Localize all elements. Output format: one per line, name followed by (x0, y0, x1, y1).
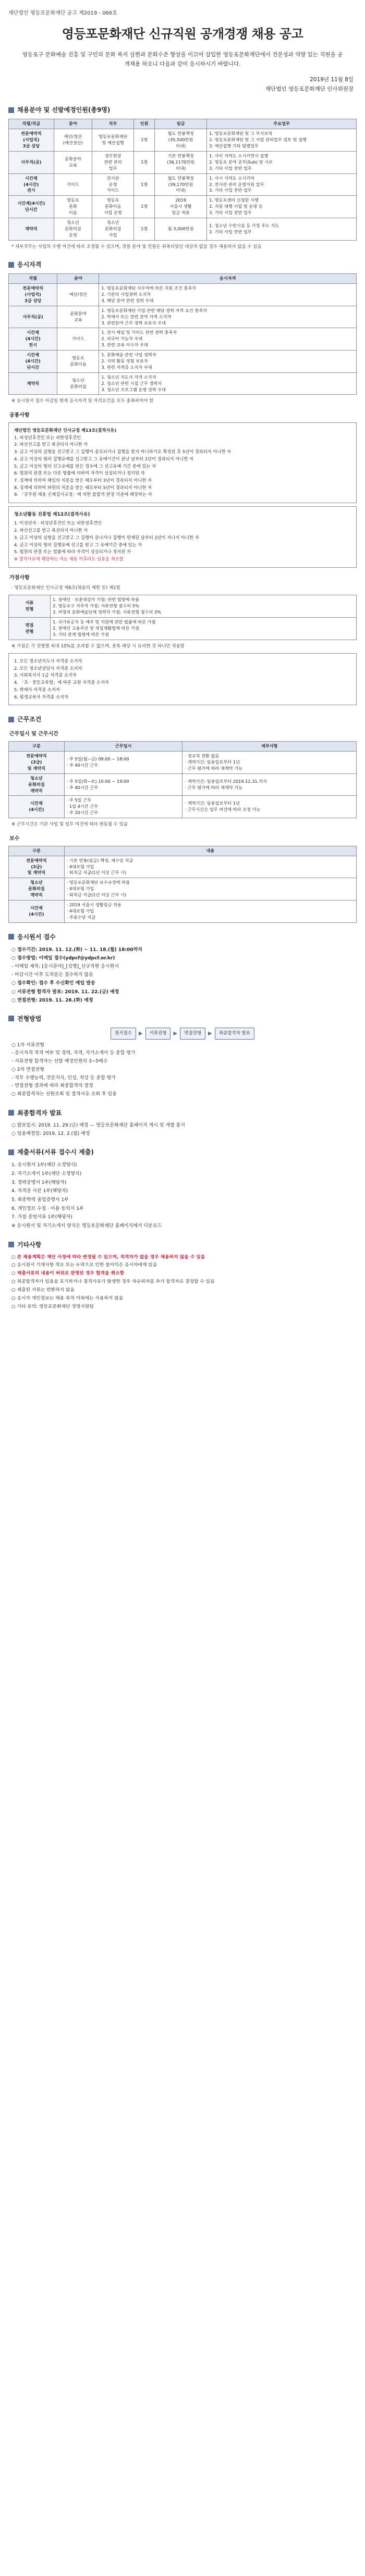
square-bullet-icon (8, 1242, 14, 1247)
table-cell: 시간제 (4시간) 전시 (9, 173, 54, 196)
merit-note: ※ 가점은 각 전형별 최대 10%를 초과할 수 없으며, 중복 해당 시 유리한 것 하나만 적용함 (11, 643, 185, 649)
table-cell: 계약직 (9, 372, 57, 395)
table-cell: 1. 영등포센터 신청한 사행 2. 지원 대행 사업 및 운영 등 3. 기타 사업 전반 업무 (207, 196, 357, 218)
section-title: 채용분야 및 선발예정인원(총9명) (17, 106, 111, 114)
list-item: 4. 「초 · 중등교육법」에 따른 교원 자격증 소지자 (14, 680, 109, 685)
table-row (9, 306, 357, 328)
list-item: - 서류전형 합격자는 선발 예정인원의 3~5배수 (11, 1059, 108, 1065)
table-cell: 전문예약직 (사업직) 3급 상당 (9, 129, 54, 152)
table-cell: 1명 (134, 173, 155, 196)
list-item: - 면접전형 결과에 따라 최종합격자 결정 (11, 1083, 93, 1089)
table-cell: 1. 전시 해설 및 가이드 관련 경력 충족자 2. 외국어 가능자 우대 3. 관련 교육 이수자 우대 (99, 328, 357, 351)
section-title: 최종합격자 발표 (17, 1109, 62, 1117)
table-cell: 청소년 문화의집 (57, 372, 99, 395)
merit-heading: 가점사항 (9, 574, 30, 581)
square-bullet-icon (8, 717, 14, 722)
section-conditions-heading (8, 715, 357, 724)
table-cell: 2019 서울시 생활 임금 적용 (155, 196, 207, 218)
col-header: 임금 (155, 119, 207, 129)
col-header: 분야 (57, 274, 99, 284)
table-row (9, 129, 357, 152)
list-item: ○ 응시원서 기재사항 착오 또는 누락으로 인한 불이익은 응시자에게 있음 (11, 1262, 157, 1268)
table-row (9, 900, 357, 922)
col-header: 응시자격 (99, 274, 357, 284)
box-note: ※ 결격사유에 해당하는 자는 채용 이후라도 임용을 취소함 (14, 556, 124, 561)
list-item: 6. 법원의 판결 또는 다른 법률에 의하여 자격이 상실되거나 정지된 자 (14, 470, 145, 476)
col-header: 근무일시 (64, 742, 182, 752)
list-item: 2. 파산선고를 받고 복권되지 아니한 자 (14, 442, 88, 447)
list-item: 재단법인 영등포문화재단 인사규정 제13조(결격사유) (14, 428, 117, 433)
section-eligibility-heading (8, 260, 357, 269)
table-cell: 면접 전형 (9, 617, 51, 640)
issue-date: 2019년 11월 8일 (310, 76, 354, 83)
table-cell: · 영등포문화재단 보수규정에 따름 · 4대보험 가입 · 퇴직금 지급(1년 이상 근무 시) (64, 878, 356, 901)
list-item: 1. 모든 청소년지도사 자격증 소지자 (14, 658, 82, 664)
table-cell: 청소년 문화의집 사업 (92, 218, 134, 240)
work-hours-heading: 근무일시 및 근무시간 (9, 731, 58, 737)
list-item: 9. 「공무원 채용 신체검사규정」에 의한 불합격 판정 기준에 해당하는 자 (14, 492, 152, 497)
table-cell: 1. 사이 지역도 소시키면서 집행 2. 영등포 분야 증부(Sub) 및 시보 3. 기타 사업 전반 업무 (207, 151, 357, 173)
arrow-right-icon: ▶ (208, 1030, 212, 1036)
table-cell: 예산/정산 (예산정산) (54, 129, 92, 152)
square-bullet-icon (8, 1016, 14, 1021)
table-cell: 1. 사시 지역도 소시키며 2. 전시관 관리 운영지원 업무 3. 기타 사업 전반 업무 (207, 173, 357, 196)
table-row (9, 173, 357, 196)
list-item: 3. 사회복지사 1급 자격증 소지자 (14, 672, 77, 678)
flow-step: 원서접수 (111, 1028, 136, 1040)
table-row (9, 196, 357, 218)
flow-step: 최종합격자 발표 (215, 1028, 254, 1040)
table-row (9, 328, 357, 351)
work-hours-note: ※ 근무시간은 기관 사업 및 업무 여건에 따라 변동될 수 있음 (11, 822, 128, 828)
table-cell: 기본 연봉책정 (36,1170만원 이내) (155, 151, 207, 173)
square-bullet-icon (8, 934, 14, 940)
square-bullet-icon (8, 1110, 14, 1116)
list-item: 3. 금고 이상의 실형을 선고받고 그 집행이 종료되거나 집행을 받지 아니하기로 확정된 후 5년이 경과되지 아니한 자 (14, 449, 232, 455)
table-cell: · 2019 서울시 생활임금 적용 · 4대보험 가입 · 주휴수당 지급 (64, 900, 356, 922)
list-item: 4. 금고 이상의 형의 집행유예 선고를 받고 그 유예기간 중에 있는 자 (14, 542, 142, 547)
final-details (8, 1122, 357, 1139)
table-cell: 시간제 (4시간) (9, 900, 65, 922)
list-item: ○ 2차 면접전형 (11, 1067, 44, 1072)
list-item: ○ 제출된 서류는 반환하지 않음 (11, 1287, 75, 1293)
table-cell: 영등포 문화이음 (57, 351, 99, 373)
section-title: 응시원서 접수 (17, 933, 56, 941)
flow-step: 면접전형 (180, 1028, 205, 1040)
table-row (9, 878, 357, 901)
table-cell: 전문예약직 (사업직) 3급 상당 (9, 284, 57, 306)
list-item: ○ 접수기간: 2019. 11. 12.(화) ~ 11. 18.(월) 18:00까지 (11, 947, 142, 953)
table-cell: 월 3,000만원 (155, 218, 207, 240)
table-cell: 시간제 (4시간) 전시 (9, 328, 57, 351)
etc-list (8, 1254, 357, 1311)
positions-note: * 세부직무는 사업의 수행 여건에 따라 조정될 수 있으며, 정원 분야 및 인원은 위촉되었던 대상자 없을 경우 채용하지 않을 수 있음 (11, 244, 262, 249)
list-item: ○ 서류전형 합격자 발표: 2019. 11. 22.(금) 예정 (11, 989, 119, 995)
square-bullet-icon (8, 1149, 14, 1155)
table-header-row (9, 742, 357, 752)
list-item: ○ 임용예정일: 2019. 12. 2.(월) 예정 (11, 1131, 90, 1136)
section-title: 근무조건 (17, 716, 42, 723)
section-title: 응시자격 (17, 261, 42, 269)
section-application-heading (8, 932, 357, 942)
selection-details (8, 1042, 357, 1099)
table-cell: 문화분야 교육 (57, 306, 99, 328)
list-item: 5. 최종학력 졸업증명서 1부 (11, 1197, 69, 1203)
list-item: 8. 징계에 의하여 파면의 처분을 받은 때로부터 5년이 경과되지 아니한 자 (14, 484, 152, 490)
table-cell: 1명 (134, 151, 155, 173)
merit-list-box (8, 653, 357, 705)
table-cell: 사무직(공) (9, 306, 57, 328)
merit-table (8, 595, 357, 640)
list-item: 2. 모든 청소년상담사 자격증 소지자 (14, 665, 82, 671)
table-cell: · 계약기간: 임용일로부터 2019.12.31.까지 · 근무 평가에 따라 재계약 가능 (182, 773, 357, 796)
table-cell: 시간제 (4시간) 단시간 (9, 351, 57, 373)
list-item: ○ 1차 서류전형 (11, 1042, 44, 1048)
list-item: 3. 금고 이상의 실형을 선고받고 그 집행이 끝나거나 집행이 면제된 날부터 2년이 지나지 아니한 자 (14, 534, 199, 540)
table-row (9, 351, 357, 373)
table-cell: 시간제(4시간) 단시간 (9, 196, 54, 218)
table-cell: 전문예약직 (3급) 및 계약직 (9, 752, 65, 774)
list-item: 1. 피성년후견인 또는 피한정후견인 (14, 434, 81, 440)
list-item: 1. 응시원서 1부(재단 소정양식) (11, 1162, 77, 1168)
table-cell: 청소년 문화의집 운영 (54, 218, 92, 240)
table-row (9, 595, 357, 618)
eligibility-table-body (9, 284, 357, 395)
section-etc-heading (8, 1240, 357, 1249)
document-number: 재단법인 영등포문화재단 공고 제2019 - 066호 (8, 10, 117, 16)
table-cell: · 주 5일(월~금) 09:00 ~ 18:00 · 주 40시간 근무 (64, 752, 182, 774)
eligibility-table (8, 273, 357, 395)
table-cell: 1. 영등포문화재단 및 그 부서보직 2. 영등포문화재단 및 그 사업 관리업무 검토 및 집행 3. 예산집행 기타 팀별업무 (207, 129, 357, 152)
table-row (9, 372, 357, 395)
list-item: ○ 발표일시: 2019. 11. 29.(금) 예정 — 영등포문화재단 홈페이지 게시 및 개별 통지 (11, 1122, 185, 1128)
work-hours-table (8, 741, 357, 818)
list-item: ○ 면접전형: 2019. 11. 26.(화) 예정 (11, 997, 93, 1003)
col-header: 주요업무 (207, 119, 357, 129)
list-item: 5. 학예사 자격증 소지자 (14, 686, 60, 692)
table-cell: 1. 장애인 · 보훈대상자 가점: 관련 법령에 따름 2. 영등포구 거주자 가점: 서류전형 점수의 5% 3. 비영리 문화예술단체 경력자 가점: 서류전형 점수의 3% (51, 595, 357, 618)
intro-text: 영등포구 문화예술 진흥 및 구민의 문화 복지 실현과 문화수준 향상을 이끄어 삽입한 영등포문화재단에서 전문성과 역량 있는 직원을 공개채용 하오니 다음과 같이 응시하시기 바랍니다. (22, 52, 343, 67)
list-item: 4. 금고 이상의 형의 집행유예를 선고받고 그 유예기간이 끝난 날부터 2년이 경과되지 아니한 자 (14, 456, 194, 461)
table-cell: 1. 영등포문화재단 사무처에 따른 지원 조건 충족자 2. 기관의 사업경력 소지자 3. 해당 분야 관련 경력 우대 (99, 284, 357, 306)
disqualification-box (8, 422, 357, 503)
list-item: - 이메일 제목: [응시분야]_[성명]_신규직원 응시원서 (11, 964, 119, 969)
section-documents-heading (8, 1147, 357, 1157)
list-item: 7. 가점 증빙서류 1부(해당자) (11, 1215, 72, 1220)
table-row (9, 856, 357, 878)
table-cell: 전문예약직 (3급) 및 계약직 (9, 856, 65, 878)
table-cell: 예산/정산 (57, 284, 99, 306)
documents-list (8, 1161, 357, 1230)
positions-table (8, 119, 357, 240)
list-item: ○ 응시자 개인정보는 채용 목적 이외에는 사용하지 않음 (11, 1295, 124, 1301)
table-cell: 1. 청소년 수련시설 등 가정 주도 지도 2. 기타 사업 전반 업무 (207, 218, 357, 240)
table-cell: 전시관 운영 가이드 (92, 173, 134, 196)
table-cell: 1명 (134, 218, 155, 240)
list-item: ○ 접수방법: 이메일 접수(ydpcf@ydpcf.or.kr) (11, 955, 115, 961)
youth-act-box (8, 506, 357, 568)
table-cell: 서류 전형 (9, 595, 51, 618)
table-row (9, 752, 357, 774)
list-item: 1. 미성년자 · 피성년후견인 또는 피한정후견인 (14, 520, 102, 526)
pay-table (8, 846, 357, 923)
list-item: 6. 평생교육사 자격증 소지자 (14, 694, 68, 699)
table-header-row (9, 119, 357, 129)
pay-table-body (9, 856, 357, 922)
list-item: 6. 개인정보 수집 · 이용 동의서 1부 (11, 1206, 84, 1211)
col-header: 직무 (92, 119, 134, 129)
list-item: ○ 본 채용계획은 재단 사정에 따라 변경될 수 있으며, 적격자가 없을 경우 채용하지 않을 수 있음 (11, 1254, 205, 1260)
arrow-right-icon: ▶ (138, 1030, 143, 1036)
section-title: 전형방법 (17, 1015, 42, 1022)
list-item: 3. 경력증명서 1부(해당자) (11, 1180, 67, 1185)
table-cell: 청소년 문화의집 계약직 (9, 878, 65, 901)
selection-flow (8, 1028, 357, 1040)
list-item: - 응시자격 적격 여부 및 경력, 자격, 자기소개서 등 종합 평가 (11, 1051, 136, 1056)
col-header: 내용 (64, 846, 356, 856)
list-item: ○ 제출서류의 내용이 허위로 판명된 경우 합격을 취소함 (11, 1271, 125, 1277)
col-header: 세부사항 (182, 742, 357, 752)
issue-info (8, 76, 357, 94)
work-hours-table-body (9, 752, 357, 818)
col-header: 구분 (9, 846, 65, 856)
table-cell: 정무현장 관련 관리 업무 (92, 151, 134, 173)
col-header: 구분 (9, 742, 65, 752)
list-item: 5. 법원의 판결 또는 법률에 따라 자격이 상실되거나 정지된 자 (14, 549, 131, 555)
list-item: 5. 금고 이상의 형의 선고유예를 받은 경우에 그 선고유예 기간 중에 있는 자 (14, 463, 156, 469)
list-item: ○ 최종합격자는 신원조회 및 결격사유 조회 후 임용 (11, 1092, 117, 1097)
list-item: 2. 자기소개서 1부(재단 소정양식) (11, 1171, 82, 1177)
pay-heading: 보수 (9, 835, 20, 842)
arrow-right-icon: ▶ (173, 1030, 178, 1036)
table-row (9, 284, 357, 306)
table-cell: 월도 연봉책정 (39,170만원 이내) (155, 173, 207, 196)
square-bullet-icon (8, 262, 14, 268)
flow-step: 서류전형 (145, 1028, 171, 1040)
application-details (11, 946, 357, 1005)
table-cell: 영등포문화재단 및 예산집행 (92, 129, 134, 152)
table-cell: 1. 문화예술 관련 사업 경력자 2. 지역 활동 경험 보유자 3. 관련 자격증 소지자 우대 (99, 351, 357, 373)
page-title: 영등포문화재단 신규직원 공개경쟁 채용 공고 (62, 27, 303, 41)
table-cell: 청소년 문화의집 계약직 (9, 773, 65, 796)
merit-table-body (9, 595, 357, 640)
section-positions-heading (8, 105, 357, 115)
list-item: ○ 기타 문의: 영등포문화재단 경영지원팀 (11, 1304, 94, 1309)
table-cell: · 주 5일 근무 · 1일 4시간 근무 · 주 20시간 근무 (64, 796, 182, 818)
table-row (9, 796, 357, 818)
list-item: 7. 징계에 의하여 해임의 처분을 받은 때로부터 3년이 경과되지 아니한 자 (14, 477, 152, 483)
table-cell: 1. 영등포문화재단 사업 관련 해당 경력 자격 요건 충족자 2. 학예사 또는 관련 분야 자격 소지자 3. 관련분야 근무 경력 보유자 우대 (99, 306, 357, 328)
list-item: - 마감시간 이후 도착분은 접수하지 않음 (11, 972, 93, 978)
issuer: 재단법인 영등포문화재단 인사위원장 (265, 85, 354, 92)
merit-head: · 영등포문화재단 인사규정 제6조(채용의 제한 등) 제1항 (11, 585, 120, 591)
square-bullet-icon (8, 107, 14, 113)
table-cell: · 정규직 전환 없음 · 계약기간: 임용일로부터 1년 · 근무 평가에 따라 재계약 가능 (182, 752, 357, 774)
table-row (9, 151, 357, 173)
table-row (9, 218, 357, 240)
table-cell: · 기본 연봉(임금) 책정, 제수당 지급 · 4대보험 가입 · 퇴직금 지급(1년 이상 근무 시) (64, 856, 356, 878)
col-header: 분야 (54, 119, 92, 129)
table-cell: 시간제 (4시간) (9, 796, 65, 818)
table-header-row (9, 846, 357, 856)
col-header: 직렬/직급 (9, 119, 54, 129)
list-item: ※ 응시원서 및 자기소개서 양식은 영등포문화재단 홈페이지에서 다운로드 (11, 1223, 162, 1229)
positions-table-body (9, 129, 357, 240)
col-header: 직렬 (9, 274, 57, 284)
list-item: ○ 접수확인: 접수 후 수신확인 메일 발송 (11, 981, 95, 986)
section-title: 제출서류(서류 접수시 제출) (17, 1148, 94, 1156)
box-title: 청소년활동 진흥법 제12조(결격사유) (14, 511, 90, 517)
table-cell: 1명 (134, 196, 155, 218)
list-item: - 직무 수행능력, 전문지식, 인성, 적성 등 종합 평가 (11, 1075, 116, 1081)
eligibility-note: ※ 응시원서 접수 마감일 현재 응시자격 및 자격요건을 모두 충족하여야 함 (11, 398, 154, 404)
table-cell: 영등포 문화이음 사업 운영 (92, 196, 134, 218)
table-cell: · 계약기간: 임용일로부터 1년 · 근무시간은 업무 여건에 따라 조정 가능 (182, 796, 357, 818)
table-cell: 1. 청소년 지도사 자격 소지자 2. 청소년 관련 시설 근무 경력자 3. 청소년 프로그램 운영 경력 우대 (99, 372, 357, 395)
col-header: 인원 (134, 119, 155, 129)
table-cell: 1. 국가유공자 등 예우 및 지원에 관한 법률에 따른 가점 2. 장애인 고용촉진 및 직업재활법에 따른 가점 3. 기타 관계 법령에 따른 가점 (51, 617, 357, 640)
table-cell: · 주 5일(화~토) 10:00 ~ 19:00 · 주 40시간 근무 (64, 773, 182, 796)
section-selection-heading (8, 1014, 357, 1023)
list-item: ○ 최종합격자가 임용을 포기하거나 결격사유가 발생한 경우 차순위자를 추가 합격자로 결정할 수 있음 (11, 1279, 215, 1285)
table-cell: 가이드 (54, 173, 92, 196)
common-requirements-heading: 공통사항 (9, 412, 30, 419)
table-row (9, 617, 357, 640)
table-cell: 문화분야 교육 (54, 151, 92, 173)
section-title: 기타사항 (17, 1241, 42, 1248)
section-final-heading (8, 1108, 357, 1118)
table-row (9, 773, 357, 796)
list-item: 4. 자격증 사본 1부(해당자) (11, 1189, 68, 1194)
table-cell: 1명 (134, 129, 155, 152)
table-header-row (9, 274, 357, 284)
table-cell: 가이드 (57, 328, 99, 351)
table-cell: 사무직(공) (9, 151, 54, 173)
list-item: 2. 파산선고를 받고 복권되지 아니한 자 (14, 528, 88, 533)
table-cell: 영등포 문화 이음 (54, 196, 92, 218)
table-cell: 월도 연봉책정 (35,500만원 이내) (155, 129, 207, 152)
table-cell: 계약직 (9, 218, 54, 240)
